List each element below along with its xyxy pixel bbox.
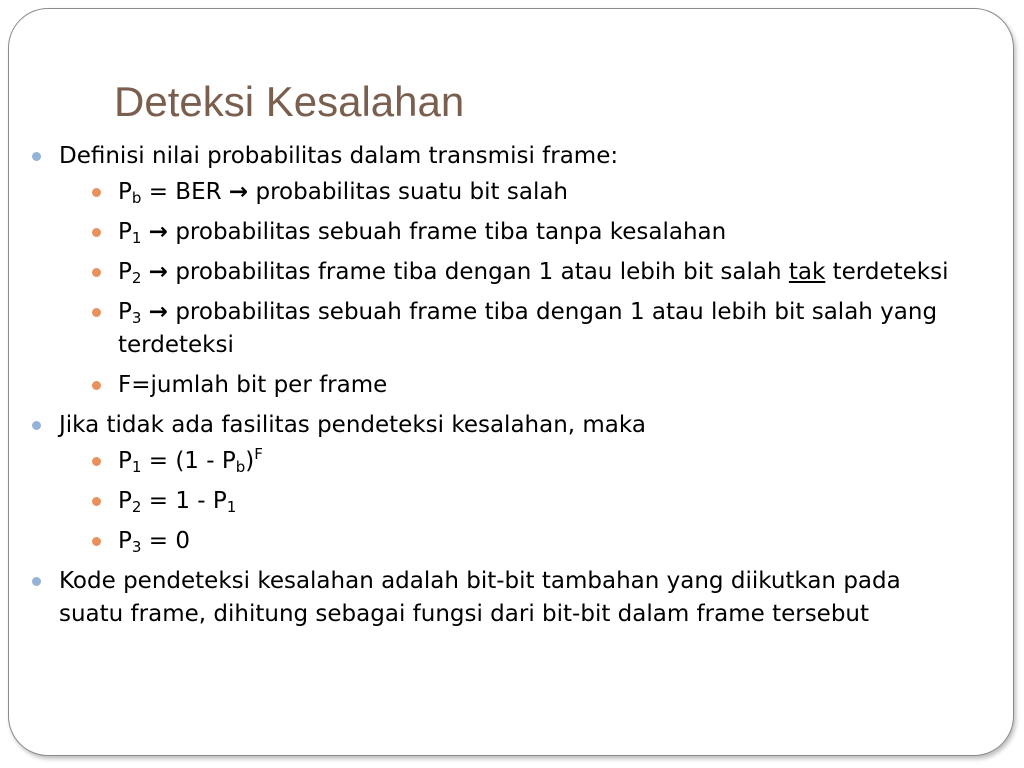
- slide-title: Deteksi Kesalahan: [114, 78, 465, 125]
- formula-p2: [88, 485, 965, 518]
- sub-bullet-list: [59, 176, 965, 402]
- description: probabilitas frame tiba dengan 1 atau lebih bit salah: [168, 259, 789, 285]
- description: probabilitas sebuah frame tiba dengan 1 atau lebih bit salah yang terdeteksi: [118, 299, 938, 358]
- var-subscript: 2: [131, 269, 142, 287]
- var-subscript: 1: [131, 229, 142, 247]
- sub-bullet-p1: [88, 216, 965, 249]
- underlined-word: tak: [788, 259, 826, 285]
- var-assignment: = BER: [141, 179, 229, 205]
- formula-close: ): [245, 448, 255, 474]
- sub-bullet-pb: [88, 176, 965, 209]
- arrow-right-icon: →: [148, 219, 169, 245]
- var: P: [118, 528, 132, 554]
- var-subscript: 3: [131, 538, 142, 556]
- var: P: [118, 259, 132, 285]
- description: F=jumlah bit per frame: [118, 372, 388, 398]
- formula-subscript: 1: [226, 498, 237, 516]
- bullet-text: Jika tidak ada fasilitas pendeteksi kesalahan, maka: [59, 412, 646, 438]
- var-subscript: 1: [131, 458, 142, 476]
- bullet-list: [30, 140, 965, 631]
- formula-p1: [88, 445, 965, 478]
- var: P: [118, 179, 132, 205]
- bullet-kode-pendeteksi: [30, 565, 965, 631]
- formula-subscript: b: [235, 458, 246, 476]
- bullet-jika-tidak: [30, 409, 965, 558]
- var: P: [118, 219, 132, 245]
- bullet-text: Kode pendeteksi kesalahan adalah bit-bit tambahan yang diikutkan pada suatu frame, dihitung sebagai fungsi dari bit-bit dalam frame tersebut: [59, 568, 901, 627]
- formula-middle: = (1 - P: [141, 448, 236, 474]
- sub-bullet-p3: [88, 296, 965, 362]
- arrow-right-icon: →: [148, 299, 169, 325]
- sub-bullet-p2: [88, 256, 965, 289]
- formula-list: [59, 445, 965, 558]
- arrow-right-icon: →: [148, 259, 169, 285]
- formula-p3: [88, 525, 965, 558]
- var-subscript: b: [131, 189, 142, 207]
- bullet-text: Definisi nilai probabilitas dalam transmisi frame:: [59, 143, 619, 169]
- sub-bullet-f: [88, 369, 965, 402]
- var: P: [118, 448, 132, 474]
- slide-content: [30, 140, 965, 638]
- description-continued: terdeteksi: [825, 259, 949, 285]
- formula-middle: = 0: [141, 528, 190, 554]
- description: probabilitas sebuah frame tiba tanpa kesalahan: [168, 219, 727, 245]
- formula-exponent: F: [254, 445, 263, 463]
- bullet-definisi: [30, 140, 965, 402]
- var: P: [118, 488, 132, 514]
- var-subscript: 2: [131, 498, 142, 516]
- formula-middle: = 1 - P: [141, 488, 227, 514]
- var: P: [118, 299, 132, 325]
- description: probabilitas suatu bit salah: [248, 179, 569, 205]
- arrow-right-icon: →: [228, 179, 249, 205]
- var-subscript: 3: [131, 309, 142, 327]
